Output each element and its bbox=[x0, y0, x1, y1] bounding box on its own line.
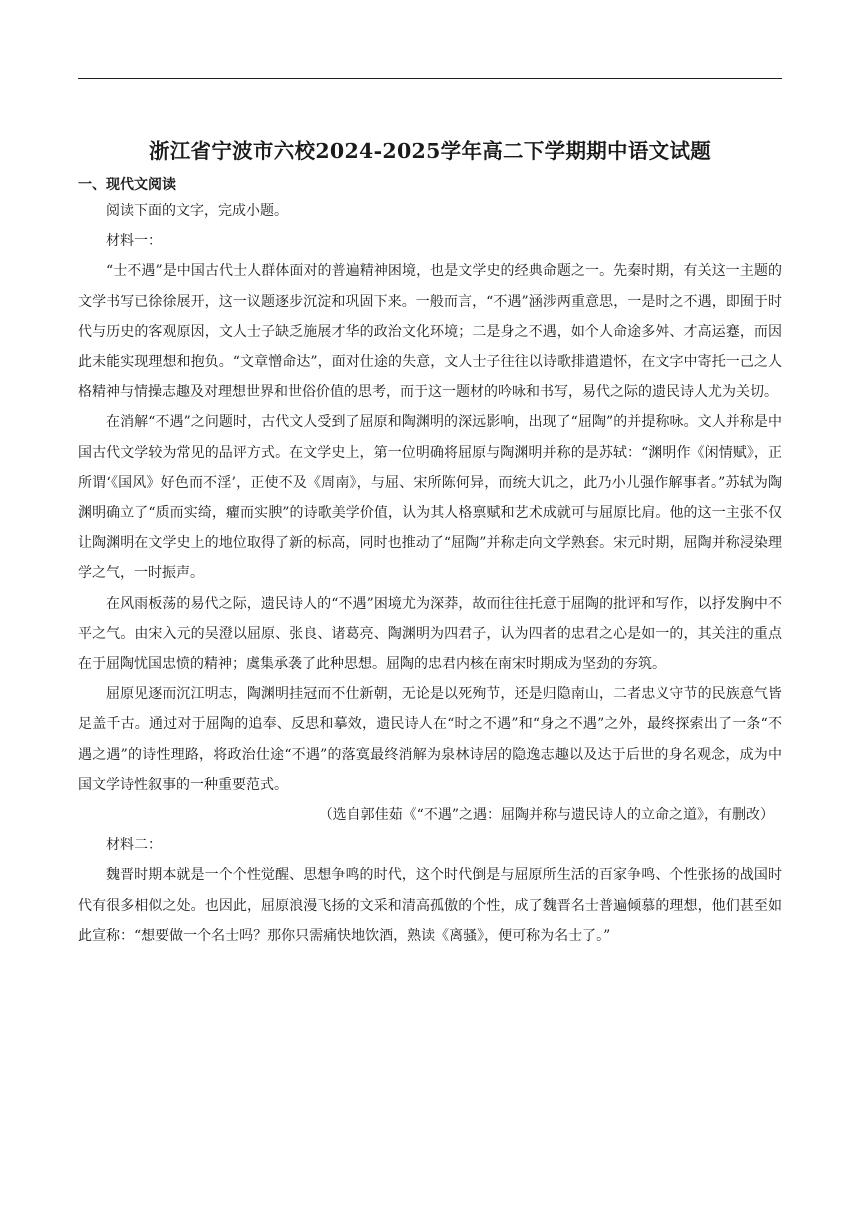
body-paragraph: “士不遇”是中国古代士人群体面对的普遍精神困境，也是文学史的经典命题之一。先秦时期，有关这一主题的文学书写已徐徐展开，这一议题逐步沉淀和巩固下来。一般而言，“不遇”涵涉两重意思，一是时之不遇，即囿于时代与历史的客观原因，文人士子缺乏施展才华的政治文化环境；二是身之不遇，如个人命途多舛、才高运蹇，而因此未能实现理想和抱负。“文章憎命达”，面对仕途的失意，文人士子往往以诗歌排遣遣怀，在文字中寄托一己之人格精神与情操志趣及对理想世界和世俗价值的思考，而于这一题材的吟咏和书写，易代之际的遗民诗人尤为关切。 bbox=[78, 263, 782, 401]
source-citation: （选自郭佳茹《“不遇”之遇：屈陶并称与遗民诗人的立命之道》，有删改） bbox=[318, 807, 774, 824]
body-paragraph: 魏晋时期本就是一个个性觉醒、思想争鸣的时代，这个时代倒是与屈原所生活的百家争鸣、个性张扬的战国时代有很多相似之处。也因此，屈原浪漫飞扬的文采和清高孤傲的个性，成了魏晋名士普遍倾慕的理想，他们甚至如此宣称：“想要做一个名士吗？那你只需痛快地饮酒，熟读《离骚》，便可称为名士了。” bbox=[78, 867, 782, 944]
document-body bbox=[78, 196, 782, 951]
page-title: 浙江省宁波市六校2024-2025学年高二下学期期中语文试题 bbox=[148, 139, 712, 163]
header-rule bbox=[78, 78, 782, 79]
body-paragraph: 在消解“不遇”之问题时，古代文人受到了屈原和陶渊明的深远影响，出现了“屈陶”的并提称咏。文人并称是中国古代文学较为常见的品评方式。在文学史上，第一位明确将屈原与陶渊明并称的是苏轼：“渊明作《闲情赋》，正所谓‘《国风》好色而不淫’，正使不及《周南》，与屈、宋所陈何异，而统大讥之，此乃小儿强作解事者。”苏轼为陶渊明确立了“质而实绮，癯而实腴”的诗歌美学价值，认为其人格禀赋和艺术成就可与屈原比肩。他的这一主张不仅让陶渊明在文学史上的地位取得了新的标高，同时也推动了“屈陶”并称走向文学熟套。宋元时期，屈陶并称浸染理学之气，一时振声。 bbox=[78, 414, 782, 582]
body-paragraph: 屈原见逐而沉江明志，陶渊明挂冠而不仕新朝，无论是以死殉节，还是归隐南山，二者忠义守节的民族意气皆足盖千古。通过对于屈陶的追奉、反思和摹效，遗民诗人在“时之不遇”和“身之不遇”之外，最终探索出了一条“不遇之遇”的诗性理路，将政治仕途“不遇”的落寞最终消解为泉林诗居的隐逸志趣以及达于后世的身名观念，成为中国文学诗性叙事的一种重要范式。 bbox=[78, 686, 782, 793]
material-label: 材料一： bbox=[106, 233, 162, 250]
instruction-paragraph: 阅读下面的文字，完成小题。 bbox=[106, 203, 288, 219]
section-heading: 一、现代文阅读 bbox=[78, 177, 176, 193]
body-paragraph: 在风雨板荡的易代之际，遗民诗人的“不遇”困境尤为深莽，故而往往托意于屈陶的批评和写作，以抒发胸中不平之气。由宋入元的吴澄以屈原、张良、诸葛亮、陶渊明为四君子，认为四者的忠君之心是如一的，其关注的重点在于屈陶忧国忠愤的精神；虞集承袭了此种思想。屈陶的忠君内核在南宋时期成为坚劲的夯筑。 bbox=[78, 595, 782, 673]
material-label: 材料二： bbox=[106, 837, 162, 854]
